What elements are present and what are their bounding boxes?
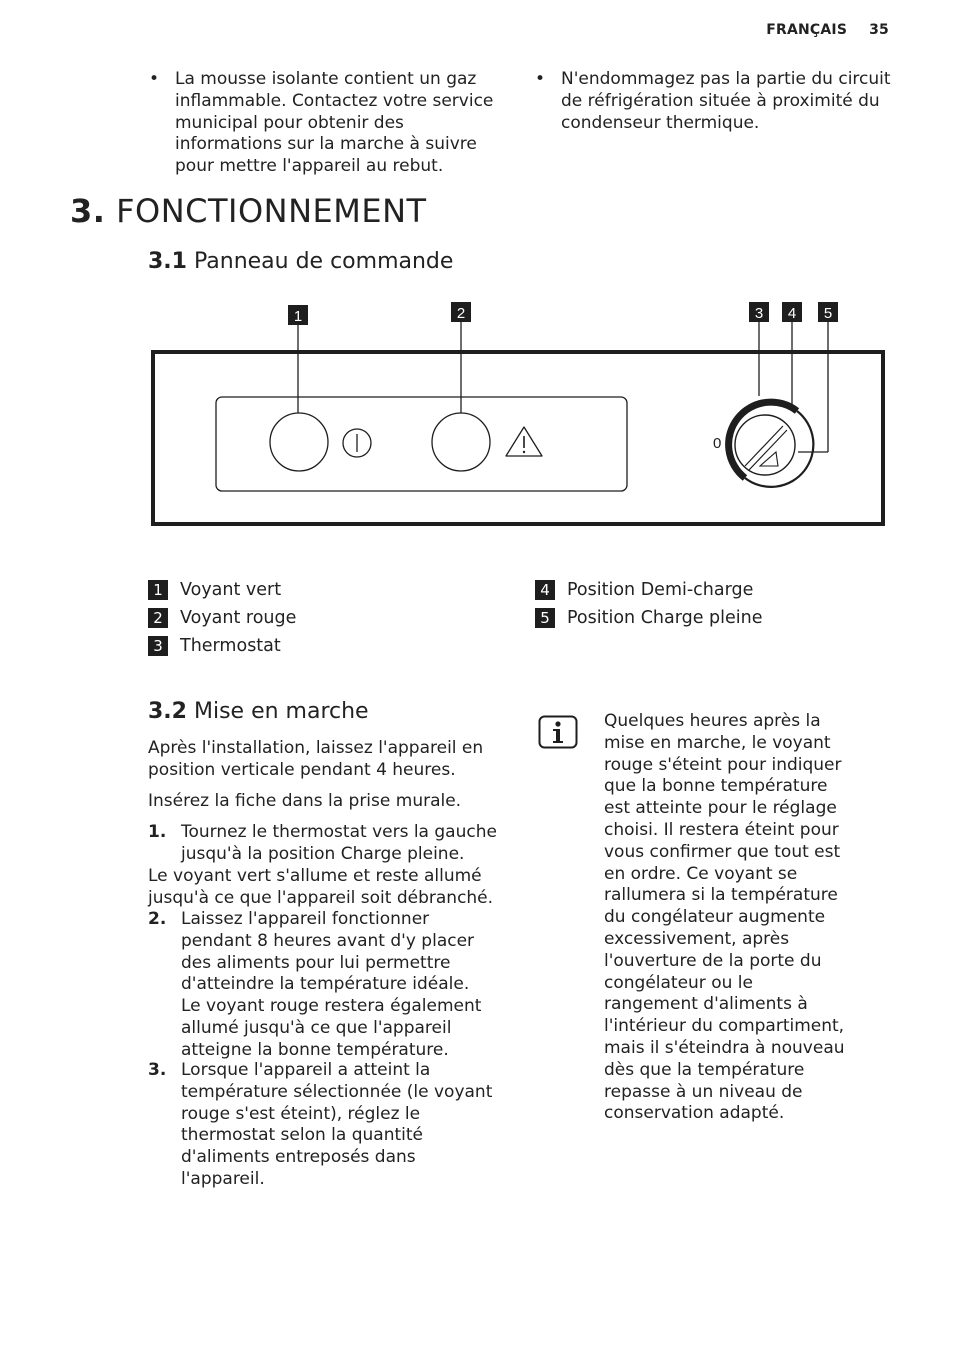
step-number: 1. — [148, 822, 167, 842]
subsection-number: 3.1 — [148, 249, 187, 274]
section-title-text: FONCTIONNEMENT — [116, 192, 427, 230]
info-icon — [538, 715, 578, 751]
subsection-number: 3.2 — [148, 699, 187, 724]
legend-item-red-light — [148, 608, 296, 628]
page-header — [744, 22, 889, 38]
bullet-text: La mousse isolante contient un gaz inflammable. Contactez votre service municipal pour obtenir des informations sur la marche à suivre pour mettre l'appareil au rebut. — [175, 69, 494, 177]
step-number: 3. — [148, 1060, 167, 1080]
legend-number: 1 — [148, 580, 168, 600]
step-1 — [148, 822, 503, 866]
bullet-dot: • — [535, 69, 546, 89]
legend-label: Thermostat — [180, 636, 281, 656]
dial-thin-arc — [745, 411, 813, 487]
page-number: 35 — [869, 22, 889, 38]
red-light-circle — [432, 413, 490, 471]
legend-label: Position Charge pleine — [567, 608, 763, 628]
green-light-circle — [270, 413, 328, 471]
bullet-insulation-foam — [149, 69, 505, 178]
callout-3-label: 3 — [754, 305, 764, 322]
legend-label: Position Demi-charge — [567, 580, 754, 600]
bullet-dot: • — [149, 69, 160, 89]
header-language: FRANÇAIS — [766, 22, 848, 38]
subsection-title: Panneau de commande — [193, 249, 454, 274]
step-1-note: Le voyant vert s'allume et reste allumé jusqu'à ce que l'appareil soit débranché. — [148, 866, 494, 908]
intro-paragraph-1: Après l'installation, laissez l'appareil en position verticale pendant 4 heures. — [148, 738, 484, 780]
callout-2-label: 2 — [456, 305, 466, 322]
info-note-text: Quelques heures après la mise en marche, le voyant rouge s'éteint pour indiquer que la bonne température est atteinte pour le réglage choisi. Il restera éteint pour vous confirmer que tout est en ordre. Ce voyant se rallumera si la température du congélateur augmente excessivement, après l'ouverture de la porte du congélateur ou le rangement d'aliments à l'intérieur du compartiment, mais il s'éteindra à nouveau dès que la température repasse à un niveau de conservation adapté. — [604, 711, 845, 1124]
legend-item-half-load — [535, 580, 753, 600]
step-3 — [148, 1060, 499, 1191]
power-icon — [343, 429, 371, 457]
callout-4-label: 4 — [787, 305, 797, 322]
thermostat-dial — [729, 402, 814, 487]
legend-label: Voyant vert — [180, 580, 282, 600]
step-2 — [148, 909, 491, 1062]
step-number: 2. — [148, 909, 167, 929]
legend-number: 5 — [535, 608, 555, 628]
subsection-startup-title — [148, 699, 369, 724]
intro-paragraph-2: Insérez la fiche dans la prise murale. — [148, 791, 462, 811]
control-panel-diagram — [0, 295, 954, 535]
callout-1-label: 1 — [293, 308, 303, 325]
callout-1 — [288, 305, 308, 325]
bullet-refrigeration-circuit — [535, 69, 891, 134]
legend-item-thermostat — [148, 636, 281, 656]
callout-3 — [749, 302, 769, 322]
section-number: 3. — [70, 192, 106, 230]
subsection-control-panel-title — [148, 249, 453, 274]
dial-zero-label: 0 — [713, 435, 722, 452]
legend-number: 4 — [535, 580, 555, 600]
step-text: Lorsque l'appareil a atteint la température sélectionnée (le voyant rouge s'est éteint), réglez le thermostat selon la quantité d'aliments entreposés dans l'appareil. — [181, 1060, 493, 1189]
callout-2 — [451, 302, 471, 322]
subsection-title: Mise en marche — [193, 699, 369, 724]
indicator-housing — [216, 397, 627, 491]
callout-5-label: 5 — [823, 305, 833, 322]
legend-item-full-load — [535, 608, 763, 628]
step-text: Laissez l'appareil fonctionner pendant 8 heures avant d'y placer des aliments pour lui permettre d'atteindre la température idéale. Le voyant rouge restera également allumé jusqu'à ce que l'appareil atteigne la bonne température. — [181, 909, 482, 1060]
step-text: Tournez le thermostat vers la gauche jusqu'à la position Charge pleine. — [181, 822, 497, 864]
panel-frame — [153, 352, 883, 524]
legend-number: 3 — [148, 636, 168, 656]
warning-icon — [506, 427, 542, 456]
callout-4 — [782, 302, 802, 322]
legend-item-green-light — [148, 580, 281, 600]
section-title — [70, 192, 427, 230]
legend-label: Voyant rouge — [180, 608, 297, 628]
bullet-text: N'endommagez pas la partie du circuit de réfrigération située à proximité du condenseur thermique. — [561, 69, 891, 133]
callout-5 — [818, 302, 838, 322]
legend-number: 2 — [148, 608, 168, 628]
